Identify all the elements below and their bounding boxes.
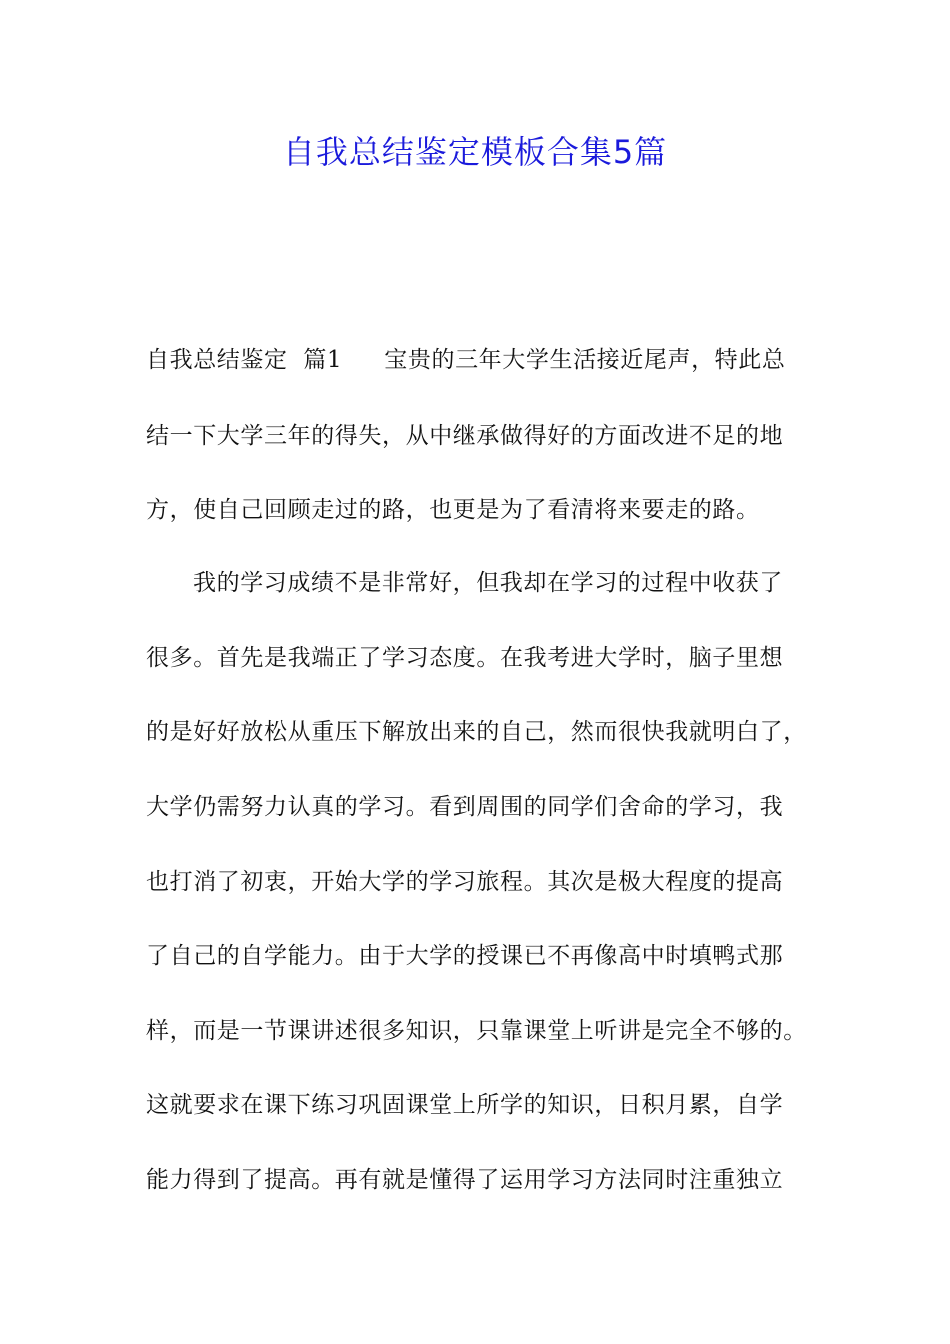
text-line-7: 大学仍需努力认真的学习。看到周围的同学们舍命的学习，我 (146, 794, 784, 820)
section-heading: 自我总结鉴定 篇1 (146, 347, 343, 373)
text-line-12: 能力得到了提高。再有就是懂得了运用学习方法同时注重独立 (146, 1167, 784, 1193)
text-line-9: 了自己的自学能力。由于大学的授课已不再像高中时填鸭式那 (146, 943, 784, 969)
text-line-8: 也打消了初衷，开始大学的学习旅程。其次是极大程度的提高 (146, 869, 784, 895)
text-line-3: 方，使自己回顾走过的路，也更是为了看清将来要走的路。 (146, 497, 760, 523)
text-line-10: 样，而是一节课讲述很多知识，只靠课堂上听讲是完全不够的。 (146, 1018, 807, 1044)
text-line-6: 的是好好放松从重压下解放出来的自己，然而很快我就明白了， (146, 719, 807, 745)
document-title: 自我总结鉴定模板合集5篇 (282, 133, 668, 171)
text-line-1 (146, 342, 826, 378)
text-line-5: 很多。首先是我端正了学习态度。在我考进大学时，脑子里想 (146, 645, 784, 671)
paragraph-text: 宝贵的三年大学生活接近尾声，特此总 (384, 347, 786, 373)
text-line-4: 我的学习成绩不是非常好，但我却在学习的过程中收获了 (193, 570, 783, 596)
text-line-11: 这就要求在课下练习巩固课堂上所学的知识，日积月累，自学 (146, 1092, 784, 1118)
text-line-2: 结一下大学三年的得失，从中继承做得好的方面改进不足的地 (146, 423, 784, 449)
